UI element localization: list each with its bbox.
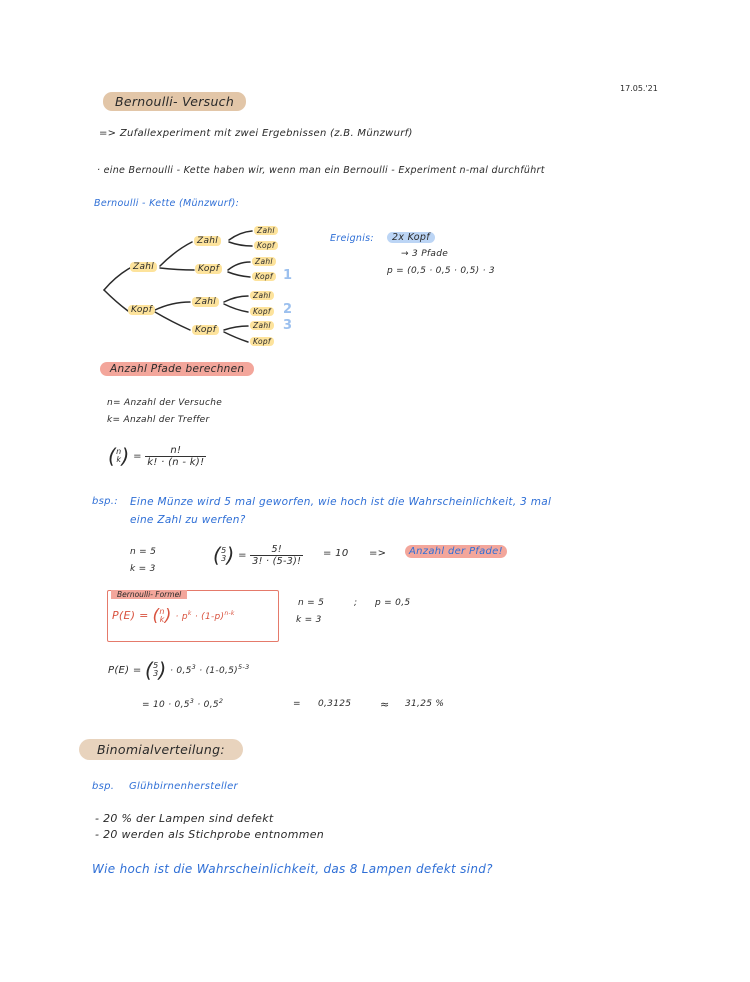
tree-branch [224, 326, 248, 330]
tree-branch [229, 242, 252, 246]
example1-n: n = 5 [130, 547, 157, 557]
tree-leaf-5: Zahl [250, 291, 274, 300]
pfade-heading: Anzahl Pfade berechnen [100, 363, 254, 375]
binomial-prefix: bsp. [92, 781, 115, 792]
tree-mid-1: Zahl [194, 236, 221, 246]
calculation-eq: = [293, 699, 301, 709]
formula-n: n = 5 [298, 598, 325, 608]
binomial-heading: Binomialverteilung: [79, 742, 243, 757]
tree-branch [160, 242, 192, 266]
example1-arrow: => [369, 548, 387, 559]
binomial-bullet-1: - 20 % der Lampen sind defekt [95, 812, 274, 825]
tree-leaf-1: Zahl [254, 226, 278, 235]
tree-mid-2: Kopf [195, 264, 222, 274]
tree-branch [228, 262, 250, 270]
bernoulli-line-1: => Zufallexperiment mit zwei Ergebnissen (z.B. Münzwurf) [99, 128, 413, 139]
tree-branch [229, 231, 252, 240]
ereignis-value: 2x Kopf [387, 232, 435, 243]
binomial-subject: Glühbirnenhersteller [129, 781, 238, 792]
formula-k: k = 3 [296, 615, 322, 625]
ereignis-formula: p = (0,5 · 0,5 · 0,5) · 3 [387, 266, 495, 276]
k-definition: k= Anzahl der Treffer [107, 415, 210, 425]
formula-sep: ; [354, 598, 358, 608]
tree-leaf-8: Kopf [250, 337, 274, 346]
tree-branch [155, 302, 190, 310]
ereignis-arrow-text: → 3 Pfade [401, 249, 449, 259]
calculation-percent: 31,25 % [405, 699, 445, 709]
tree-root-upper: Zahl [130, 262, 157, 272]
tree-branch-root-lower [104, 290, 128, 311]
tree-leaf-3: Zahl [252, 257, 276, 266]
example1-text-1: Eine Münze wird 5 mal geworfen, wie hoch ist die Wahrscheinlichkeit, 3 mal [130, 496, 552, 508]
bernoulli-formula: P(E) = (n $k) \cdot p^k \cdot (1-p)^{n-k}$ [112, 606, 235, 626]
example1-calculation: (5 3) = $\frac{5!}{3! \cdot (5-3)!}$ [213, 543, 302, 567]
bernoulli-formula-title: Bernoulli- Formel [111, 590, 187, 599]
tree-mark-1: 1 [283, 268, 293, 283]
tree-leaf-6: Kopf [250, 307, 274, 316]
tree-leaf-4: Kopf [252, 272, 276, 281]
tree-branch [228, 272, 250, 277]
binomial-bullet-2: - 20 werden als Stichprobe entnommen [95, 828, 325, 841]
example1-result-label: Anzahl der Pfade! [405, 546, 507, 557]
tree-branch [224, 296, 248, 302]
example1-result: = 10 [323, 548, 349, 559]
example1-k: k = 3 [130, 564, 156, 574]
example1-prefix: bsp.: [92, 496, 118, 507]
tree-mark-3: 3 [283, 318, 293, 333]
binomial-coefficient-formula: (n k) = $\frac{n!}{k! \cdot (n - k)!}$ [108, 444, 205, 468]
tree-branch-root-upper [104, 268, 130, 290]
calculation-approx: ≈ [380, 698, 390, 711]
n-definition: n= Anzahl der Versuche [107, 398, 223, 408]
calculation-line-2: = $10 \cdot 0,5^3 \cdot 0,5^2$ [142, 697, 224, 710]
tree-mid-3: Zahl [192, 297, 219, 307]
tree-root-lower: Kopf [128, 305, 155, 315]
tree-mark-2: 2 [283, 302, 293, 317]
binomial-question: Wie hoch ist die Wahrscheinlichkeit, das 8 Lampen defekt sind? [92, 862, 493, 876]
tree-branch [224, 304, 248, 312]
tree-mid-4: Kopf [192, 325, 219, 335]
bernoulli-line-2: · eine Bernoulli - Kette haben wir, wenn man ein Bernoulli - Experiment n-mal durchführt [97, 165, 545, 176]
calculation-line-1: P(E) = (5 $3) \cdot 0,5^3 \cdot (1-0,5)^{5-3}$ [108, 658, 250, 682]
tree-leaf-7: Zahl [250, 321, 274, 330]
example1-text-2: eine Zahl zu werfen? [130, 514, 246, 526]
tree-branch [160, 268, 194, 270]
bernoulli-heading-text: Bernoulli- Versuch [103, 92, 246, 111]
ereignis-label: Ereignis: [330, 233, 374, 244]
date: 17.05.'21 [620, 84, 658, 93]
tree-branch [155, 312, 190, 330]
formula-p: p = 0,5 [375, 598, 411, 608]
tree-branch [224, 332, 248, 342]
bernoulli-chain-title: Bernoulli - Kette (Münzwurf): [94, 198, 240, 209]
calculation-value: 0,3125 [318, 699, 352, 709]
tree-leaf-2: Kopf [254, 241, 278, 250]
